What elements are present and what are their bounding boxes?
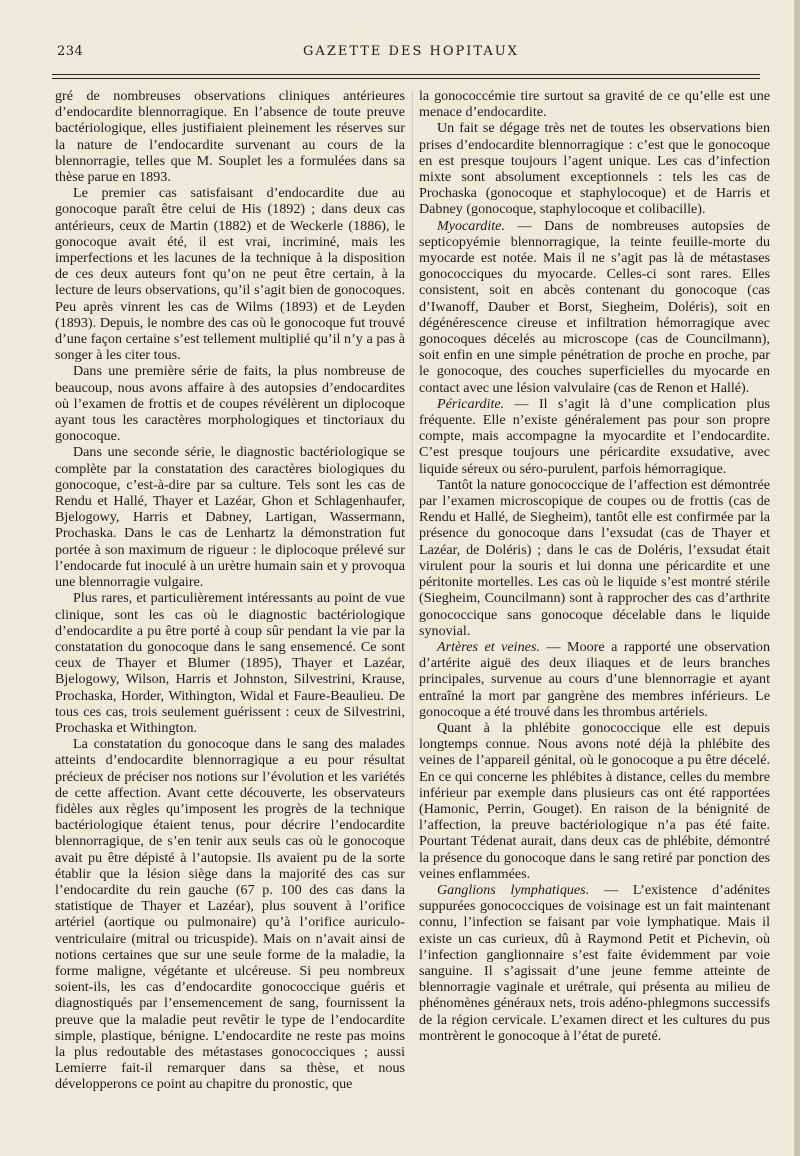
- paragraph-text: Tantôt la nature gonococcique de l’affection est démontrée par l’examen microscopique de coupes ou de frottis (cas de Rendu et Hallé, de Siegheim), tantôt elle est confirmée par la présence du gonocoque dans l’exsudat (cas de Thayer et Lazéar, de Doléris) ; dans le cas de Doléris, l’exsudat était virulent pour la souris et lui donna une péricardite et une péritonite mortelles. Les cas où le liquide s’est montré stérile (Siegheim, Councilmann) sont à rapprocher des cas d’arthrite gonococcique sans gonocoque décelable dans le liquide synovial.: [419, 476, 770, 639]
- paragraph: [419, 120, 770, 217]
- running-header: [57, 44, 765, 64]
- paragraph: Dans une première série de faits, la plus nombreuse de beaucoup, nous avons affaire à des autopsies d’endocardites où l’examen de frottis et de coupes révélèrent un diplocoque ayant tous les caractères morphologiques et tinctoriaux du gonocoque.: [55, 363, 405, 445]
- header-rule-bottom: [52, 78, 760, 79]
- paragraph: [419, 720, 770, 882]
- paragraph-text: — Il s’agit là d’une complication plus fréquente. Elle n’existe généralement pas pour son propre compte, mais accompagne la myocardite et l’endocardite. C’est presque toujours une péricardite exsudative, avec liquide séreux ou séro-purulent, parfois hémorragique.: [419, 395, 770, 477]
- paragraph: gré de nombreuses observations cliniques antérieures d’endocardite blennorragique. En l’absence de toute preuve bactériologique, elles justifiaient pleinement les réserves sur la nature de l’endocardite survenant au cours de la blennorragie, telles que M. Souplet les a formulées dans sa thèse parue en 1893.: [55, 88, 405, 186]
- paragraph-pericardite: [419, 396, 770, 477]
- paragraph-text: Quant à la phlébite gonococcique elle est depuis longtemps connue. Nous avons noté déjà la phlébite des veines de l’appareil génital, où le gonocoque a pu être décelé. En ce qui concerne les phlébites à distance, celles du membre inférieur par exemple dans plusieurs cas ont été rapportées (Hamonic, Perrin, Gouget). En raison de la bénignité de l’affection, la preuve bactériologique n’a pas été faite. Pourtant Tédenat aurait, dans deux cas de phlébite, démontré la présence du gonocoque dans le sang retiré par ponction des veines enflammées.: [419, 719, 770, 882]
- paragraph-text: — L’existence d’adénites suppurées gonococciques de voisinage est un fait maintenant connu, l’infection se faisant par voie lymphatique. Mais il existe un cas curieux, dû à Raymond Petit et Pichevin, où l’infection ganglionnaire s’est faite évidemment par voie sanguine. Il s’agissait d’une jeune femme atteinte de blennorragie vaginale et urétrale, qui présenta au milieu de phénomènes généraux nets, trois adéno-phlegmons successifs de la région cervicale. L’examen direct et les cultures du pus montrèrent le gonocoque à l’état de pureté.: [419, 881, 770, 1044]
- paragraph: Le premier cas satisfaisant d’endocardite due au gonocoque paraît être celui de His (1892) ; dans deux cas antérieurs, ceux de Martin (1882) et de Weckerle (1886), le gonocoque avait été, il est vrai, incriminé, mais les imperfections et les lacunes de la technique à la disposition de ces deux auteurs font qu’on ne peut être certain, à la lecture de leurs observations, qu’il s’agit bien de gonocoques. Peu après vinrent les cas de Wilms (1893) et de Leyden (1893). Depuis, le nombre des cas où le gonocoque fut trouvé d’une façon certaine s’est tellement multiplié qu’il n’y a pas à songer à les citer tous.: [55, 185, 405, 364]
- section-heading: Myocardite.: [437, 217, 505, 234]
- paragraph: Dans une seconde série, le diagnostic bactériologique se complète par la constatation des caractères biologiques du gonocoque, c’est-à-dire par sa culture. Tels sont les cas de Rendu et Hallé, Thayer et Lazéar, Ghon et Schlagenhaufer, Bjelogowy, Harris et Dabney, Lartigan, Wassermann, Prochaska. Dans le cas de Lenhartz la démonstration fut portée à son maximum de rigueur : le diplocoque prélevé sur l’endocarde fut inoculé à un urètre humain sain et y provoqua une blennorragie vulgaire.: [55, 444, 405, 591]
- page-edge-shadow: [794, 0, 800, 1156]
- column-divider: [412, 92, 413, 852]
- paragraph: [419, 88, 770, 120]
- paragraph: Plus rares, et particulièrement intéressants au point de vue clinique, sont les cas où le diagnostic bactériologique d’endocardite a pu être porté à coup sûr pendant la vie par la constatation du gonocoque dans le sang ensemencé. Ce sont ceux de Thayer et Blumer (1895), Thayer et Lazéar, Bjelogowy, Wilson, Harris et Johnston, Silvestrini, Krause, Prochaska, Horder, Withington, Widal et Faure-Beaulieu. De tous ces cas, trois seulement guérissent : ceux de Silvestrini, Prochaska et Withington.: [55, 590, 405, 736]
- paragraph-text: la gonococcémie tire surtout sa gravité de ce qu’elle est une menace d’endocardite.: [419, 88, 770, 121]
- paragraph-text: Un fait se dégage très net de toutes les observations bien prises d’endocardite blennorragique : c’est que le gonocoque en est presque toujours l’agent unique. Les cas d’infection mixte sont absolument exceptionnels : tels les cas de Prochaska (gonocoque et staphylocoque) et de Harris et Dabney (gonocoque, staphylocoque et colibacille).: [419, 120, 770, 218]
- paragraph-text: — Dans de nombreuses autopsies de septicopyémie blennorragique, la teinte feuille-morte du myocarde est notée. Mais il ne s’agit pas là de métastases gonococciques du myocarde. Celles-ci sont rares. Elles consistent, soit en abcès contenant du gonocoque (cas d’Iwanoff, Dauber et Borst, Siegheim, Doléris), soit en dégénérescence cireuse et infiltration hémorragique avec gonocoques décelés au microscope (cas de Councilmann), soit enfin en une simple pénétration de proche en proche, par le gonocoque, des couches superficielles du myocarde en contact avec une lésion valvulaire (cas de Renon et Hallé).: [419, 217, 770, 396]
- paragraph-myocardite: [419, 218, 770, 396]
- paragraph-ganglions: [419, 882, 770, 1044]
- left-column: [55, 88, 405, 1093]
- header-rule-top: [52, 74, 760, 75]
- section-heading: Ganglions lymphatiques.: [437, 881, 590, 898]
- paragraph: [419, 477, 770, 639]
- page-number: 234: [57, 44, 84, 59]
- section-heading: Péricardite.: [437, 395, 505, 412]
- paragraph: La constatation du gonocoque dans le sang des malades atteints d’endocardite blennorragique a eu pour résultat précieux de préciser nos notions sur l’évolution et les variétés de cette affection. Avant cette découverte, les observateurs fidèles aux règles qu’imposent les progrès de la technique bactériologique étaient tenus, pour décrire l’endocardite blennorragique, de s’en tenir aux seuls cas où le gonocoque avait pu être dépisté à l’autopsie. Ils avaient pu de la sorte établir que la lésion siège dans la majorité des cas sur l’endocardite du rein gauche (67 p. 100 des cas dans la statistique de Thayer et Lazéar), plus souvent à l’orifice artériel (aortique ou pulmonaire) qu’à l’orifice auriculo-ventriculaire (mitral ou tricuspide). Mais on n’avait ainsi de notions certaines que sur une seule forme de la maladie, la forme maligne, végétante et ulcéreuse. Si peu nombreux soient-ils, les cas d’endocardite gonococcique guéris et diagnostiqués par l’ensemencement de sang, fournissent la preuve que la maladie peut revêtir le type de l’endocardite simple, plastique, bénigne. L’endocardite ne reste pas moins la plus redoutable des métastases gonococciques ; aussi Lemierre fait-il remarquer dans sa thèse, et nous développerons ce point au chapitre du pronostic, que: [55, 736, 405, 1093]
- section-heading: Artères et veines.: [437, 638, 540, 655]
- paragraph-arteres-veines: [419, 639, 770, 720]
- right-column: [419, 88, 770, 1044]
- paragraph-text: — Moore a rapporté une observation d’artérite aiguë des deux iliaques et de leurs branches principales, survenue au cours d’une blennorragie et ayant entraîné la mort par gangrène des membres inférieurs. Le gonocoque a été trouvé dans les thrombus artériels.: [419, 638, 771, 720]
- journal-title: GAZETTE DES HOPITAUX: [303, 44, 519, 59]
